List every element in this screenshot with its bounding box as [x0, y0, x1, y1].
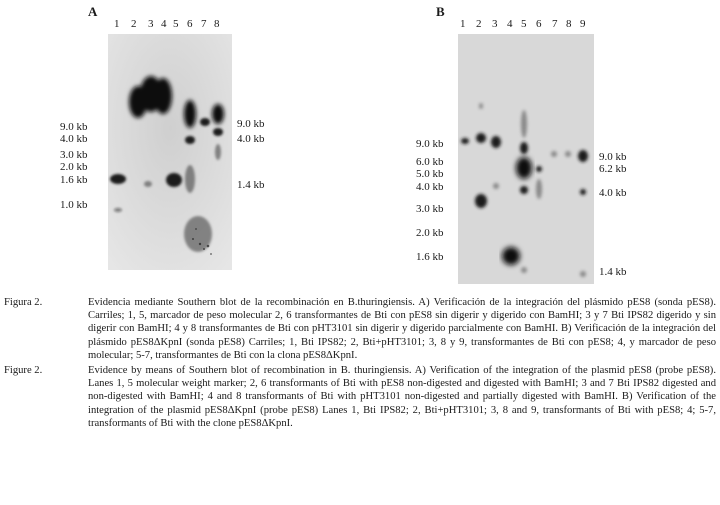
panel-b-lane-labels [458, 18, 593, 32]
panel-b-marker-label: 1.4 kb [599, 266, 627, 278]
panel-b-blot-image [458, 34, 594, 284]
panel-a-marker-label: 4.0 kb [60, 133, 88, 145]
lane-label: 9 [580, 18, 586, 30]
panel-a-blot-svg [108, 34, 232, 270]
caption-text: Evidence by means of Southern blot of recombination in B. thuringiensis. A) Verification of the integration of the plasmid pES8 (probe pES8). Lanes 1, 5 molecular weight marker; 2, 6 transformants of Bti with pES8 non-digested and digested with BamHI; 3 and 7 Bti IPS82 digested and non-digested with BamHI; 4 and 8 transformants of Bti with pHT3101 non-digested and partially digested with BamHI. B) Verification of the integration of the plasmid pES8ΔKpnI (probe pES8) Lanes 1, Bti IPS82; 2, Bti+pHT3101; 3, 8 and 9, transformants of Bti with pES8; 4; 5-7, transformants of Bti with the clone pES8ΔKpnI. [88, 365, 716, 429]
lane-label: 8 [214, 18, 220, 30]
panel-a-letter: A [88, 4, 98, 19]
panel-a-marker-label: 1.0 kb [60, 199, 88, 211]
panel-a-marker-label: 9.0 kb [237, 118, 265, 130]
lane-label: 7 [201, 18, 207, 30]
lane-label: 2 [476, 18, 482, 30]
panel-a-marker-label: 3.0 kb [60, 149, 88, 161]
lane-label: 5 [521, 18, 527, 30]
panel-b-marker-label: 6.0 kb [416, 156, 444, 168]
caption-label: Figura 2. [4, 297, 43, 308]
panel-a-marker-label: 1.4 kb [237, 179, 265, 191]
lane-label: 6 [187, 18, 193, 30]
panel-a-marker-label: 4.0 kb [237, 133, 265, 145]
panel-a-lane-labels [110, 18, 230, 32]
lane-label: 8 [566, 18, 572, 30]
panel-b-letter: B [436, 4, 445, 19]
lane-label: 3 [492, 18, 498, 30]
panel-b-marker-label: 1.6 kb [416, 251, 444, 263]
lane-label: 7 [552, 18, 558, 30]
lane-label: 3 [148, 18, 154, 30]
panel-b-blot-svg [458, 34, 594, 284]
lane-label: 5 [173, 18, 179, 30]
panel-a-marker-label: 9.0 kb [60, 121, 88, 133]
caption-label: Figure 2. [4, 365, 43, 377]
panel-a-marker-label: 1.6 kb [60, 174, 88, 186]
lane-label: 6 [536, 18, 542, 30]
panel-a-blot-image [108, 34, 232, 270]
panel-a-marker-label: 2.0 kb [60, 161, 88, 173]
lane-label: 4 [507, 18, 513, 30]
lane-label: 1 [460, 18, 466, 30]
panel-b-marker-label: 4.0 kb [599, 187, 627, 199]
panel-b-marker-label: 9.0 kb [416, 138, 444, 150]
caption-english [4, 364, 716, 430]
panel-b-marker-label: 6.2 kb [599, 163, 627, 175]
lane-label: 1 [114, 18, 120, 30]
panel-b-marker-label: 2.0 kb [416, 227, 444, 239]
panel-b-marker-label: 5.0 kb [416, 168, 444, 180]
panel-b-marker-label: 4.0 kb [416, 181, 444, 193]
caption-spanish [4, 296, 716, 362]
panel-b-marker-label: 9.0 kb [599, 151, 627, 163]
panel-b-marker-label: 3.0 kb [416, 203, 444, 215]
caption-text: Evidencia mediante Southern blot de la recombinación en B.thuringiensis. A) Verificación de la integración del plásmido pES8 (sonda pES8). Carriles; 1, 5, marcador de peso molecular 2, 6 transformantes de Bti con pES8 sin digerir y digerido con BamHI; 3 y 7 Bti IPS82 digerido y sin digerir con BamHI; 4 y 8 transformantes de Bti con pHT3101 sin digerir y digerido parcialmente con BamHI. B) Verificación de la integración del plásmido pES8ΔKpnI (sonda pES8) Carriles; 1, Bti IPS82; 2, Bti+pHT3101; 3, 8 y 9, transformantes de Bti con pES8; 4, y marcador de peso molecular; 5-7, transformantes de Bti con la clona pES8ΔKpnI. [88, 297, 716, 361]
lane-label: 4 [161, 18, 167, 30]
figure-caption [4, 296, 716, 432]
lane-label: 2 [131, 18, 137, 30]
